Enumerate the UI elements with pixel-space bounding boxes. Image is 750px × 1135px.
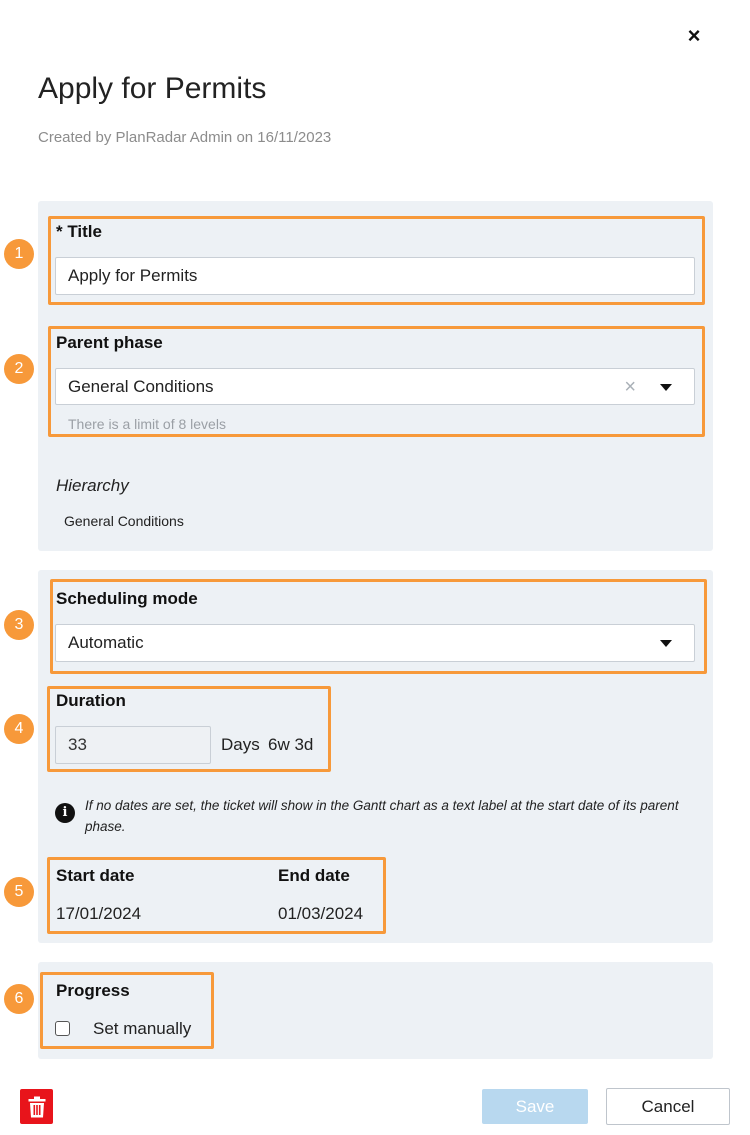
save-button[interactable]: Save xyxy=(482,1089,588,1124)
set-manually-label[interactable]: Set manually xyxy=(93,1019,192,1038)
info-icon: i xyxy=(55,803,75,823)
duration-label: Duration xyxy=(56,691,126,710)
annotation-badge-4: 4 xyxy=(4,714,34,744)
duration-summary: 6w 3d xyxy=(268,735,314,754)
title-label: * Title xyxy=(56,222,102,241)
scheduling-mode-select[interactable] xyxy=(55,624,695,662)
clear-icon[interactable]: × xyxy=(624,376,636,398)
duration-unit: Days xyxy=(221,735,260,754)
start-date-value[interactable]: 17/01/2024 xyxy=(56,904,142,923)
start-date-label: Start date xyxy=(56,866,135,885)
duration-input[interactable] xyxy=(55,726,211,764)
parent-phase-value: General Conditions xyxy=(68,376,214,396)
end-date-label: End date xyxy=(278,866,350,885)
scheduling-mode-label: Scheduling mode xyxy=(56,589,198,608)
annotation-badge-2: 2 xyxy=(4,354,34,384)
parent-phase-hint: There is a limit of 8 levels xyxy=(68,416,226,432)
chevron-down-icon[interactable] xyxy=(660,384,672,391)
annotation-badge-6: 6 xyxy=(4,984,34,1014)
hierarchy-value: General Conditions xyxy=(64,513,184,529)
title-input[interactable] xyxy=(55,257,695,295)
parent-phase-label: Parent phase xyxy=(56,333,163,352)
scheduling-mode-value: Automatic xyxy=(68,633,144,652)
chevron-down-icon[interactable] xyxy=(660,640,672,647)
trash-icon xyxy=(28,1096,46,1118)
annotation-badge-1: 1 xyxy=(4,239,34,269)
annotation-badge-5: 5 xyxy=(4,877,34,907)
progress-label: Progress xyxy=(56,981,130,1000)
duration-value: 33 xyxy=(68,735,87,754)
created-by-text: Created by PlanRadar Admin on 16/11/2023 xyxy=(38,129,332,146)
title-input-value: Apply for Permits xyxy=(68,266,198,285)
dialog-title: Apply for Permits xyxy=(38,72,267,105)
annotation-badge-3: 3 xyxy=(4,610,34,640)
info-text: If no dates are set, the ticket will show in the Gantt chart as a text label at the start date of its parent phase. xyxy=(85,798,679,834)
end-date-value[interactable]: 01/03/2024 xyxy=(278,904,364,923)
parent-phase-select[interactable] xyxy=(55,368,695,405)
hierarchy-label: Hierarchy xyxy=(56,476,129,495)
close-icon[interactable]: × xyxy=(687,23,701,48)
delete-button[interactable] xyxy=(20,1089,53,1124)
set-manually-checkbox[interactable] xyxy=(55,1021,70,1036)
cancel-button[interactable]: Cancel xyxy=(606,1088,730,1125)
